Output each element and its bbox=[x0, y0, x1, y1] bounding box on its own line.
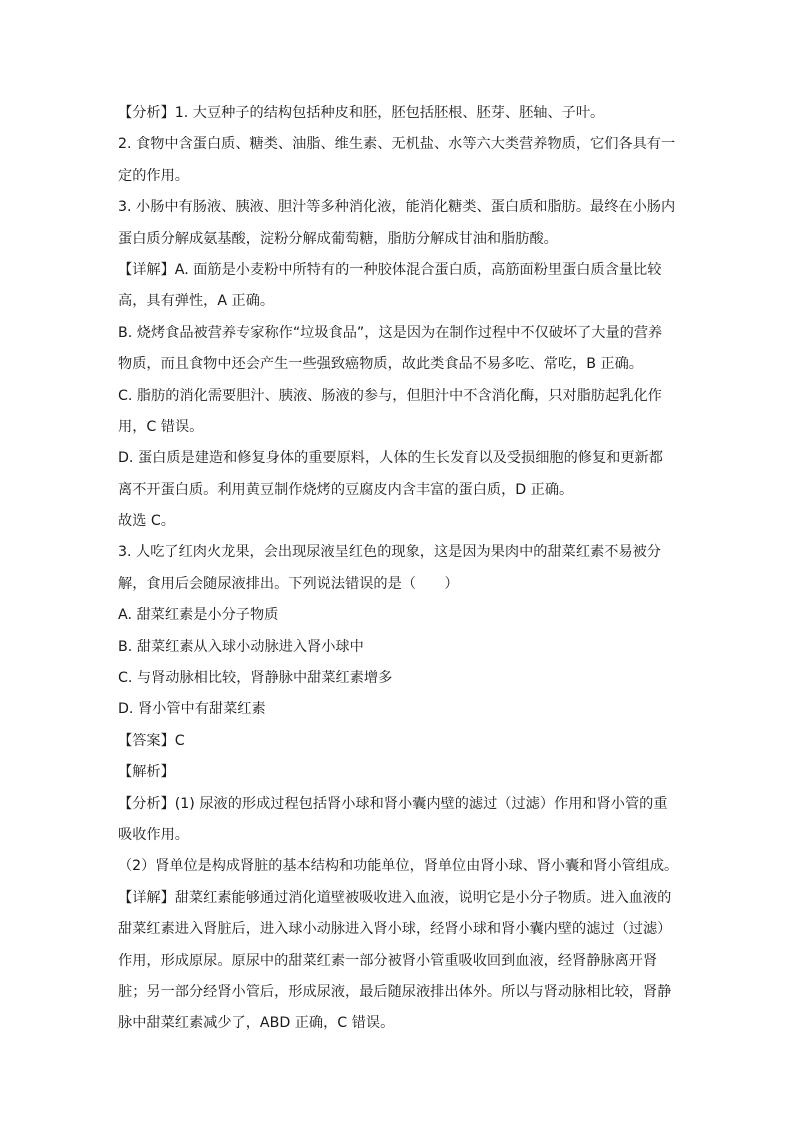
text-line: 【分析】1. 大豆种子的结构包括种皮和胚，胚包括胚根、胚芽、胚轴、子叶。 bbox=[118, 105, 605, 121]
text-line: 故选 C。 bbox=[118, 513, 175, 530]
text-line: 【详解】A. 面筋是小麦粉中所特有的一种胶体混合蛋白质，高筋面粉里蛋白质含量比较 bbox=[118, 261, 662, 278]
text-line: 【分析】(1) 尿液的形成过程包括肾小球和肾小囊内壁的滤过（过滤）作用和肾小管的重 bbox=[118, 795, 668, 812]
text-line: （2）肾单位是构成肾脏的基本结构和功能单位，肾单位由肾小球、肾小囊和肾小管组成。 bbox=[118, 858, 679, 875]
text-line: 定的作用。 bbox=[118, 167, 189, 184]
text-line: 蛋白质分解成氨基酸，淀粉分解成葡萄糖，脂肪分解成甘油和脂肪酸。 bbox=[118, 230, 558, 247]
text-line: D. 蛋白质是建造和修复身体的重要原料，人体的生长发育以及受损细胞的修复和更新都 bbox=[118, 450, 663, 467]
text-line: B. 甜菜红素从入球小动脉进入肾小球中 bbox=[118, 638, 364, 655]
text-line: 脏；另一部分经肾小管后，形成尿液，最后随尿液排出体外。所以与肾动脉相比较，肾静 bbox=[118, 983, 672, 1000]
text-line: 2. 食物中含蛋白质、糖类、油脂、维生素、无机盐、水等六大类营养物质，它们各具有一 bbox=[118, 136, 676, 153]
text-line: 用，C 错误。 bbox=[118, 418, 204, 435]
document-page bbox=[118, 98, 678, 1040]
text-line: 离不开蛋白质。利用黄豆制作烧烤的豆腐皮内含丰富的蛋白质，D 正确。 bbox=[118, 481, 574, 498]
text-line: A. 甜菜红素是小分子物质 bbox=[118, 607, 279, 624]
text-line: 吸收作用。 bbox=[118, 826, 189, 843]
text-line: 3. 小肠中有肠液、胰液、胆汁等多种消化液，能消化糖类、蛋白质和脂肪。最终在小肠内 bbox=[118, 199, 676, 216]
text-line: 【解析】 bbox=[118, 764, 175, 781]
text-line: 脉中甜菜红素减少了，ABD 正确，C 错误。 bbox=[118, 1015, 395, 1032]
text-line: 【答案】C bbox=[118, 732, 185, 749]
text-line: 解，食用后会随尿液排出。下列说法错误的是（ ） bbox=[118, 575, 459, 592]
text-line: 物质，而且食物中还会产生一些强致癌物质，故此类食品不易多吃、常吃，B 正确。 bbox=[118, 356, 643, 373]
text-line: C. 脂肪的消化需要胆汁、胰液、肠液的参与，但胆汁中不含消化酶，只对脂肪起乳化作 bbox=[118, 387, 662, 404]
text-line: 甜菜红素进入肾脏后，进入球小动脉进入肾小球，经肾小球和肾小囊内壁的滤过（过滤） bbox=[118, 921, 672, 938]
text-line: D. 肾小管中有甜菜红素 bbox=[118, 701, 266, 718]
text-line: 高，具有弹性，A 正确。 bbox=[118, 293, 275, 310]
text-line: 作用，形成原尿。原尿中的甜菜红素一部分被肾小管重吸收回到血液，经肾静脉离开肾 bbox=[118, 952, 658, 969]
text-line: B. 烧烤食品被营养专家称作“垃圾食品”，这是因为在制作过程中不仅破坏了大量的营养 bbox=[118, 324, 663, 341]
text-line: 【详解】甜菜红素能够通过消化道壁被吸收进入血液，说明它是小分子物质。进入血液的 bbox=[118, 889, 672, 906]
text-line: C. 与肾动脉相比较，肾静脉中甜菜红素增多 bbox=[118, 670, 393, 687]
text-line: 3. 人吃了红肉火龙果，会出现尿液呈红色的现象，这是因为果肉中的甜菜红素不易被分 bbox=[118, 544, 661, 561]
